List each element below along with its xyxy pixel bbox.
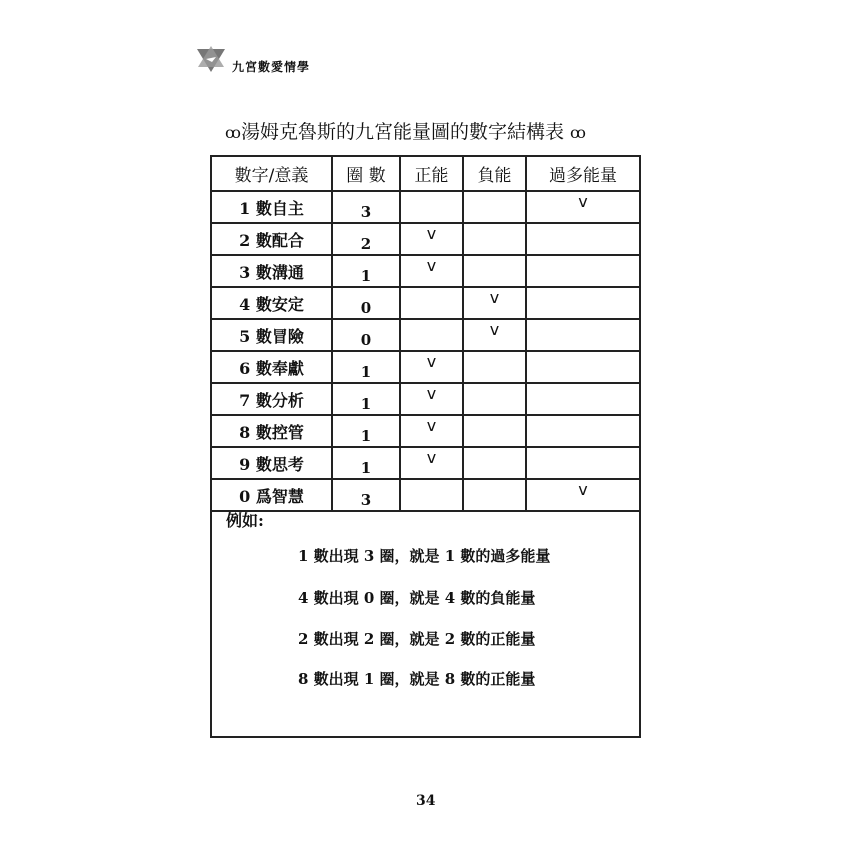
- row-count: 0: [332, 319, 400, 351]
- check-mark-icon: v: [426, 416, 437, 435]
- col-header-excess: 過多能量: [526, 156, 640, 191]
- example-line: 4 數出現 0 圈，就是 4 數的負能量: [298, 589, 536, 607]
- cell-positive: [400, 351, 463, 383]
- row-count: 0: [332, 287, 400, 319]
- cell-negative: [463, 447, 526, 479]
- cell-excess: [526, 415, 640, 447]
- example-line: 2 數出現 2 圈，就是 2 數的正能量: [298, 630, 536, 648]
- table-row: [211, 319, 640, 351]
- cell-excess: [526, 319, 640, 351]
- cell-excess: [526, 447, 640, 479]
- number-structure-table: [210, 155, 641, 512]
- row-label: 7 數分析: [211, 383, 332, 415]
- cell-positive: [400, 415, 463, 447]
- cell-negative: [463, 383, 526, 415]
- row-count: 3: [332, 191, 400, 223]
- cell-negative: [463, 351, 526, 383]
- table-row: [211, 383, 640, 415]
- table-row: [211, 255, 640, 287]
- ornament-left: ꝏ: [225, 123, 241, 142]
- row-count: 1: [332, 415, 400, 447]
- cell-positive: [400, 383, 463, 415]
- cell-excess: [526, 287, 640, 319]
- cell-negative: [463, 223, 526, 255]
- table-row: [211, 415, 640, 447]
- cell-negative: [463, 287, 526, 319]
- table-row: [211, 191, 640, 223]
- cell-excess: [526, 191, 640, 223]
- cell-negative: [463, 255, 526, 287]
- row-label: 9 數思考: [211, 447, 332, 479]
- cell-excess: [526, 351, 640, 383]
- row-count: 3: [332, 479, 400, 511]
- page-number: 34: [416, 793, 436, 809]
- check-mark-icon: v: [426, 352, 437, 371]
- row-label: 3 數溝通: [211, 255, 332, 287]
- row-label: 5 數冒險: [211, 319, 332, 351]
- cell-negative: [463, 415, 526, 447]
- row-label: 1 數自主: [211, 191, 332, 223]
- col-header-meaning: 數字/意義: [211, 156, 332, 191]
- check-mark-icon: v: [489, 320, 500, 339]
- table-title: [225, 117, 586, 144]
- cell-negative: [463, 319, 526, 351]
- check-mark-icon: v: [578, 480, 588, 499]
- row-label: 0 爲智慧: [211, 479, 332, 511]
- cell-excess: [526, 383, 640, 415]
- row-count: 1: [332, 447, 400, 479]
- table-row: [211, 223, 640, 255]
- examples-box: [210, 500, 641, 738]
- row-count: 2: [332, 223, 400, 255]
- cell-positive: [400, 447, 463, 479]
- table-row: [211, 351, 640, 383]
- check-mark-icon: v: [426, 384, 437, 403]
- cell-excess: [526, 255, 640, 287]
- table-row: [211, 447, 640, 479]
- col-header-negative: 負能: [463, 156, 526, 191]
- cell-positive: [400, 191, 463, 223]
- check-mark-icon: v: [489, 288, 500, 307]
- row-label: 2 數配合: [211, 223, 332, 255]
- check-mark-icon: v: [426, 256, 437, 275]
- cell-positive: [400, 287, 463, 319]
- cell-negative: [463, 191, 526, 223]
- row-count: 1: [332, 255, 400, 287]
- example-line: 1 數出現 3 圈，就是 1 數的過多能量: [298, 547, 551, 565]
- cell-excess: [526, 223, 640, 255]
- col-header-count: 圈 數: [332, 156, 400, 191]
- examples-label: 例如:: [226, 511, 264, 530]
- title-text: 湯姆克魯斯的九宮能量圖的數字結構表: [240, 121, 564, 143]
- col-header-positive: 正能: [400, 156, 463, 191]
- row-label: 6 數奉獻: [211, 351, 332, 383]
- row-label: 8 數控管: [211, 415, 332, 447]
- running-title: 九宮數愛情學: [232, 60, 311, 74]
- cell-positive: [400, 255, 463, 287]
- check-mark-icon: v: [426, 448, 437, 467]
- table-row: [211, 287, 640, 319]
- row-count: 1: [332, 383, 400, 415]
- check-mark-icon: v: [578, 192, 588, 211]
- star-logo-icon: [195, 45, 227, 73]
- example-line: 8 數出現 1 圈，就是 8 數的正能量: [298, 670, 536, 688]
- row-count: 1: [332, 351, 400, 383]
- ornament-right: ꝏ: [570, 123, 587, 142]
- check-mark-icon: v: [426, 224, 437, 243]
- table-header-row: [211, 156, 640, 191]
- cell-positive: [400, 319, 463, 351]
- cell-positive: [400, 223, 463, 255]
- row-label: 4 數安定: [211, 287, 332, 319]
